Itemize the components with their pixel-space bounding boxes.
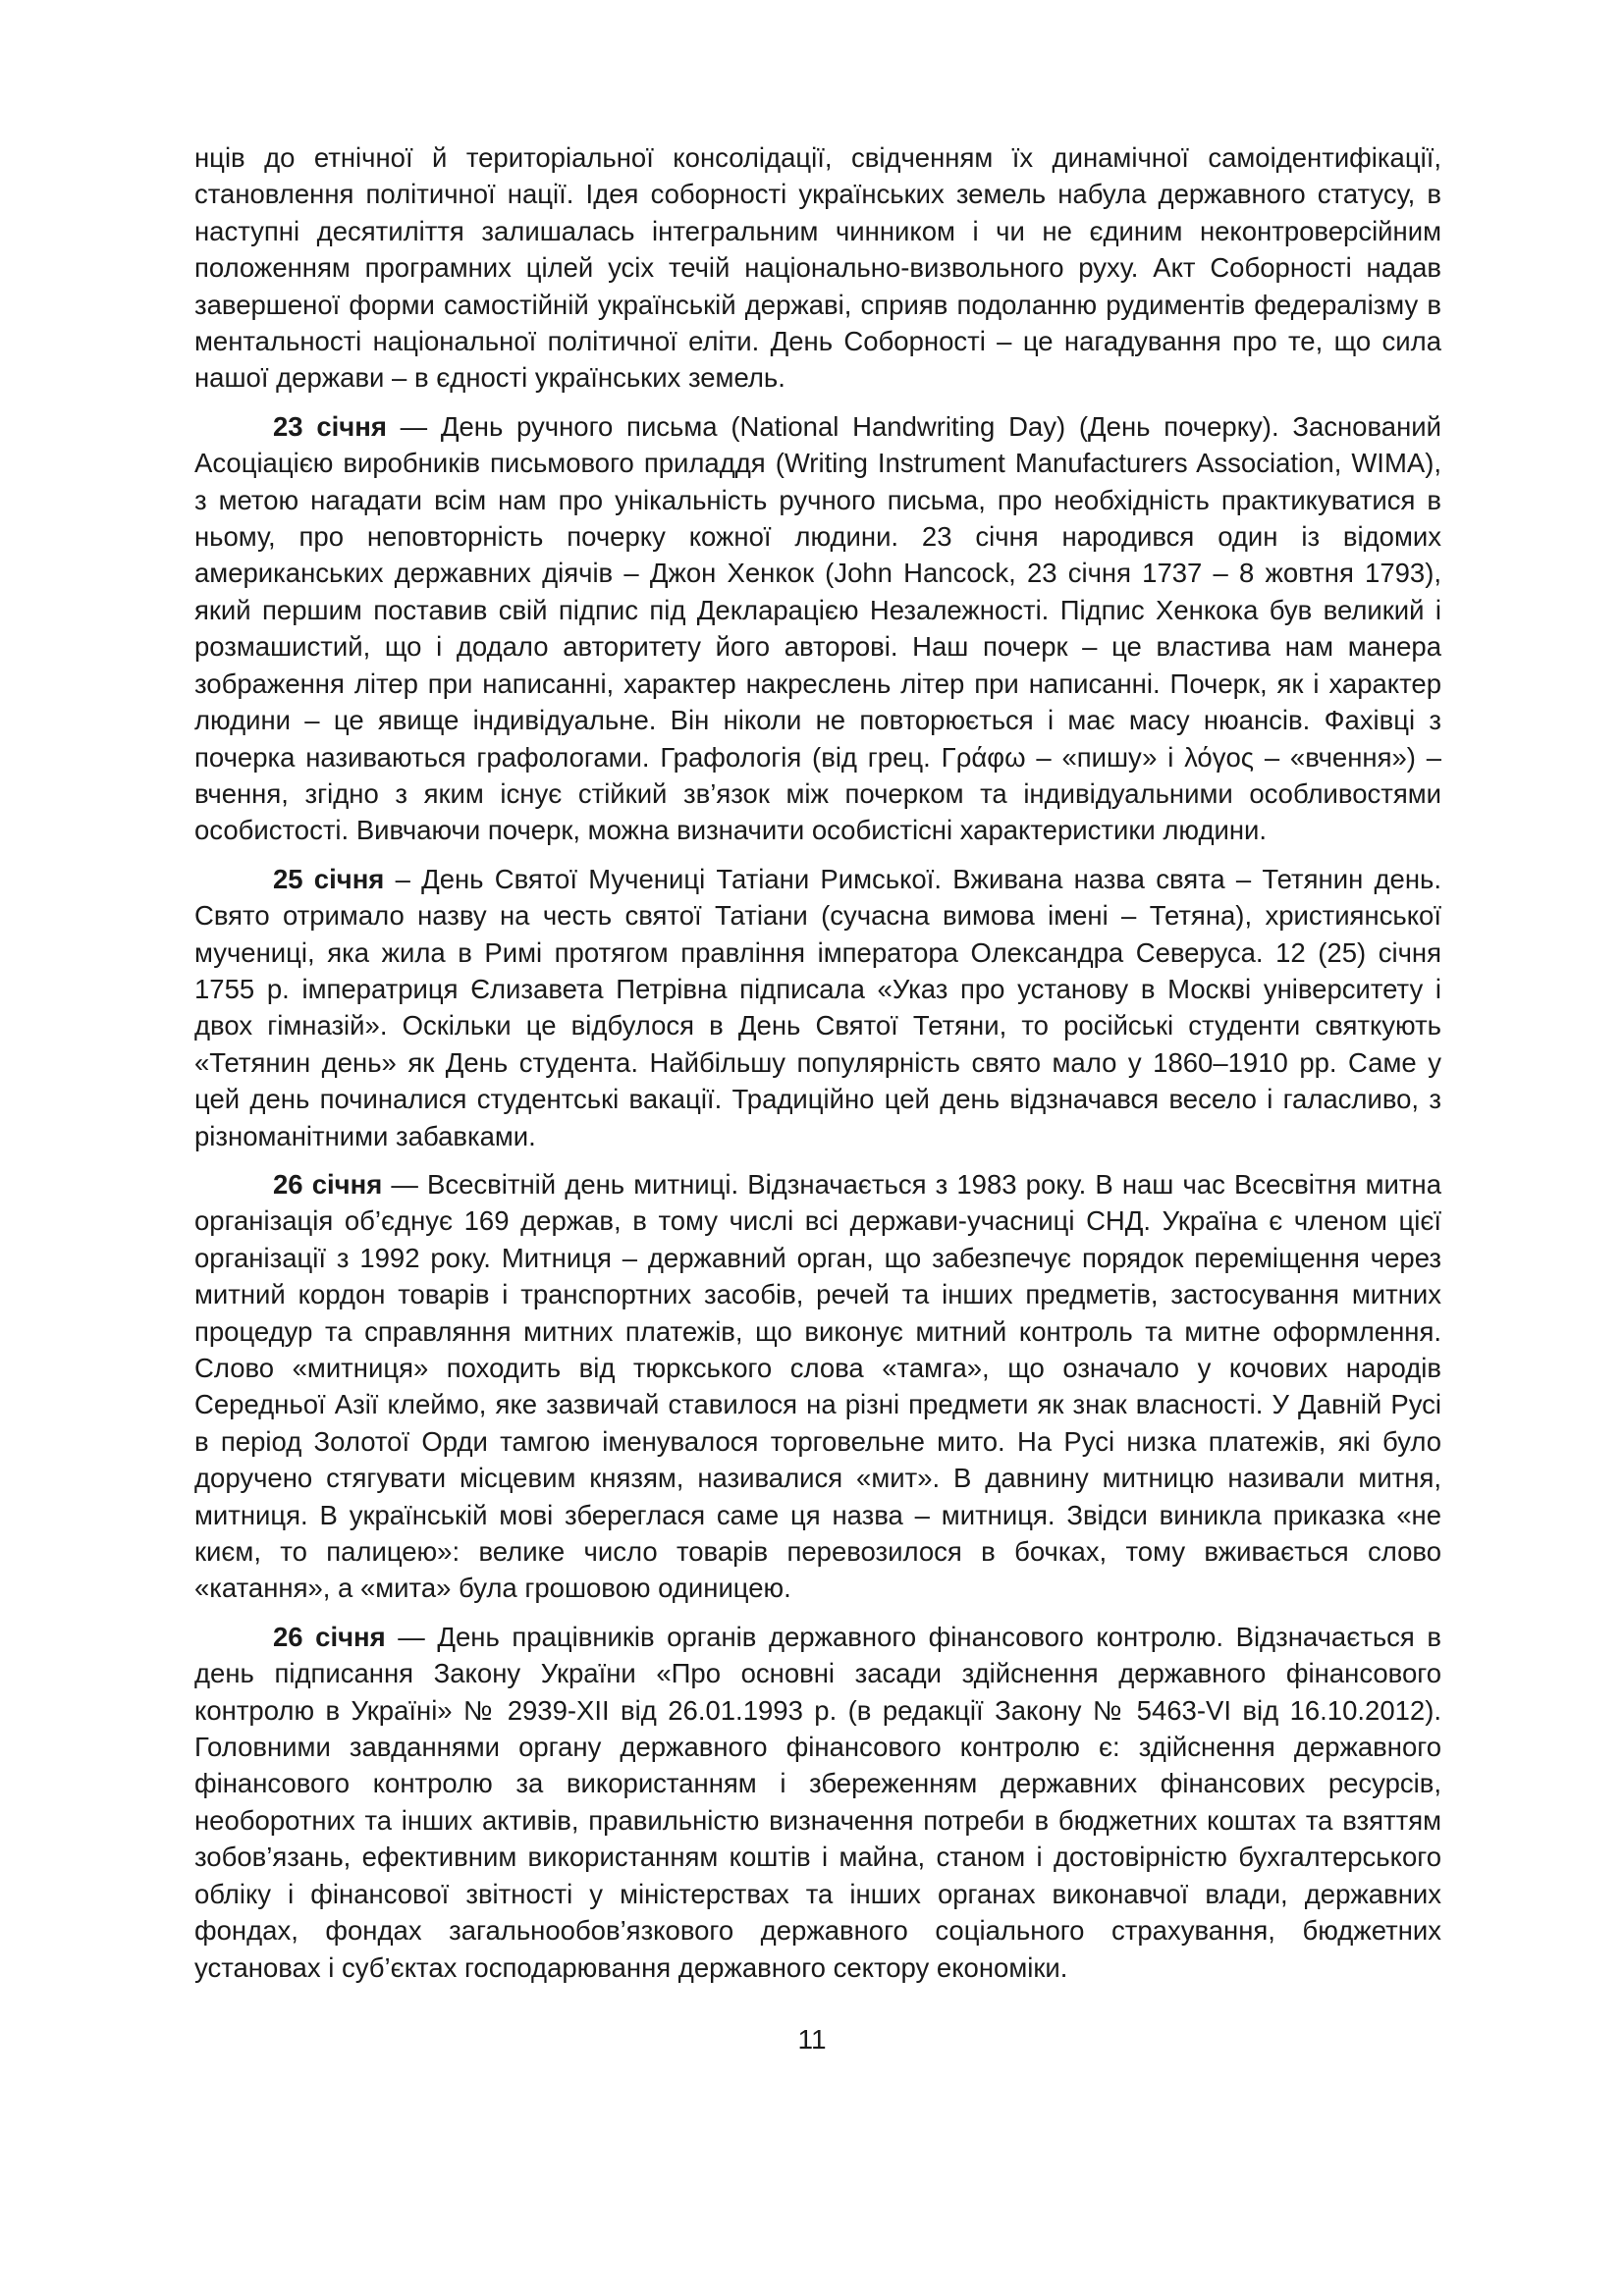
paragraph-date: 26 січня xyxy=(273,1621,386,1652)
paragraph-text: – День Святої Мучениці Татіани Римської. Вживана назва свята – Тетянин день. Свято отримало назву на честь святої Татіани (сучасна вимова імені – Тетяна), християнської мучениці, яка жила в Римі протягом правління імператора Олександра Северуса. 12 (25) січня 1755 р. імператриця Єлизавета Петрівна підписала «Указ про установу в Москві університету і двох гімназій». Оскільки це відбулося в День Святої Тетяни, то російські студенти святкують «Тетянин день» як День студента. Найбільшу популярність свято мало у 1860–1910 рр. Саме у цей день починалися студентські вакації. Традиційно цей день відзначався весело і галасливо, з різноманітними забавками. xyxy=(194,863,1441,1151)
paragraph-text: — День працівників органів державного фінансового контролю. Відзначається в день підписання Закону України «Про основні засади здійснення державного фінансового контролю в Україні» № 2939-XII від 26.01.1993 р. (в редакції Закону № 5463-VI від 16.10.2012). Головними завданнями органу державного фінансового контролю є: здійснення державного фінансового контролю за використанням і збереженням державних фінансових ресурсів, необоротних та інших активів, правильністю визначення потреби в бюджетних коштах та взяттям зобов’язань, ефективним використанням коштів і майна, станом і достовірністю бухгалтерського обліку і фінансової звітності у міністерствах та інших органах виконавчої влади, державних фондах, фондах загальнообов’язкового державного соціального страхування, бюджетних установах і суб’єктах господарювання державного сектору економіки. xyxy=(194,1621,1441,1983)
paragraph-date: 26 січня xyxy=(273,1168,383,1200)
paragraph-financial-control-day xyxy=(194,1619,1441,1986)
page-number: 11 xyxy=(797,2024,827,2055)
document-body xyxy=(194,139,1441,1998)
paragraph-text: — Всесвітній день митниці. Відзначається з 1983 року. В наш час Всесвітня митна організація об’єднує 169 держав, в тому числі всі держави-учасниці СНД. Україна є членом цієї організації з 1992 року. Митниця – державний орган, що забезпечує порядок переміщення через митний кордон товарів і транспортних засобів, речей та інших предметів, застосування митних процедур та справляння митних платежів, що виконує митний контроль та митне оформлення. Слово «митниця» походить від тюркського слова «тамга», що означало у кочових народів Середньої Азії клеймо, яке зазвичай ставилося на різні предмети як знак власності. У Давній Русі в період Золотої Орди тамгою іменувалося торговельне мито. На Русі низка платежів, які було доручено стягувати місцевим князям, називалися «мит». В давнину митницю називали митня, митниця. В українській мові збереглася саме ця назва – митниця. Звідси виникла приказка «не києм, то палицею»: велике число товарів перевозилося в бочках, тому вживається слово «катання», а «мита» була грошовою одиницею. xyxy=(194,1168,1441,1604)
paragraph-handwriting-day xyxy=(194,408,1441,849)
paragraph-customs-day xyxy=(194,1166,1441,1607)
paragraph-tatiana-day xyxy=(194,861,1441,1154)
paragraph-date: 25 січня xyxy=(273,863,385,894)
paragraph-text: нців до етнічної й територіальної консолідації, свідченням їх динамічної самоідентифікації, становлення політичної нації. Ідея соборності українських земель набула державного статусу, в наступні десятиліття залишалась інтегральним чинником і чи не єдиним неконтроверсійним положенням програмних цілей усіх течій національно-визвольного руху. Акт Соборності надав завершеної форми самостійній українській державі, сприяв подоланню рудиментів федералізму в ментальності національної політичної еліти. День Соборності – це нагадування про те, що сила нашої держави – в єдності українських земель. xyxy=(194,142,1441,394)
paragraph-sobornist xyxy=(194,139,1441,397)
paragraph-date: 23 січня xyxy=(273,410,387,442)
paragraph-text: — День ручного письма (National Handwriting Day) (День почерку). Заснований Асоціацією виробників письмового приладдя (Writing Instrument Manufacturers Association, WIMA), з метою нагадати всім нам про унікальність ручного письма, про необхідність практикуватися в ньому, про неповторність почерку кожної людини. 23 січня народився один із відомих американських державних діячів – Джон Хенкок (John Hancock, 23 січня 1737 – 8 жовтня 1793), який першим поставив свій підпис під Декларацією Незалежності. Підпис Хенкока був великий і розмашистий, що і додало авторитету його авторові. Наш почерк – це властива нам манера зображення літер при написанні, характер накреслень літер при написанні. Почерк, як і характер людини – це явище індивідуальне. Він ніколи не повторюється і має масу нюансів. Фахівці з почерка називаються графологами. Графологія (від грец. Γράφω – «пишу» і λόγος – «вчення») – вчення, згідно з яким існує стійкий зв’язок між почерком та індивідуальними особливостями особистості. Вивчаючи почерк, можна визначити особистісні характеристики людини. xyxy=(194,410,1441,846)
